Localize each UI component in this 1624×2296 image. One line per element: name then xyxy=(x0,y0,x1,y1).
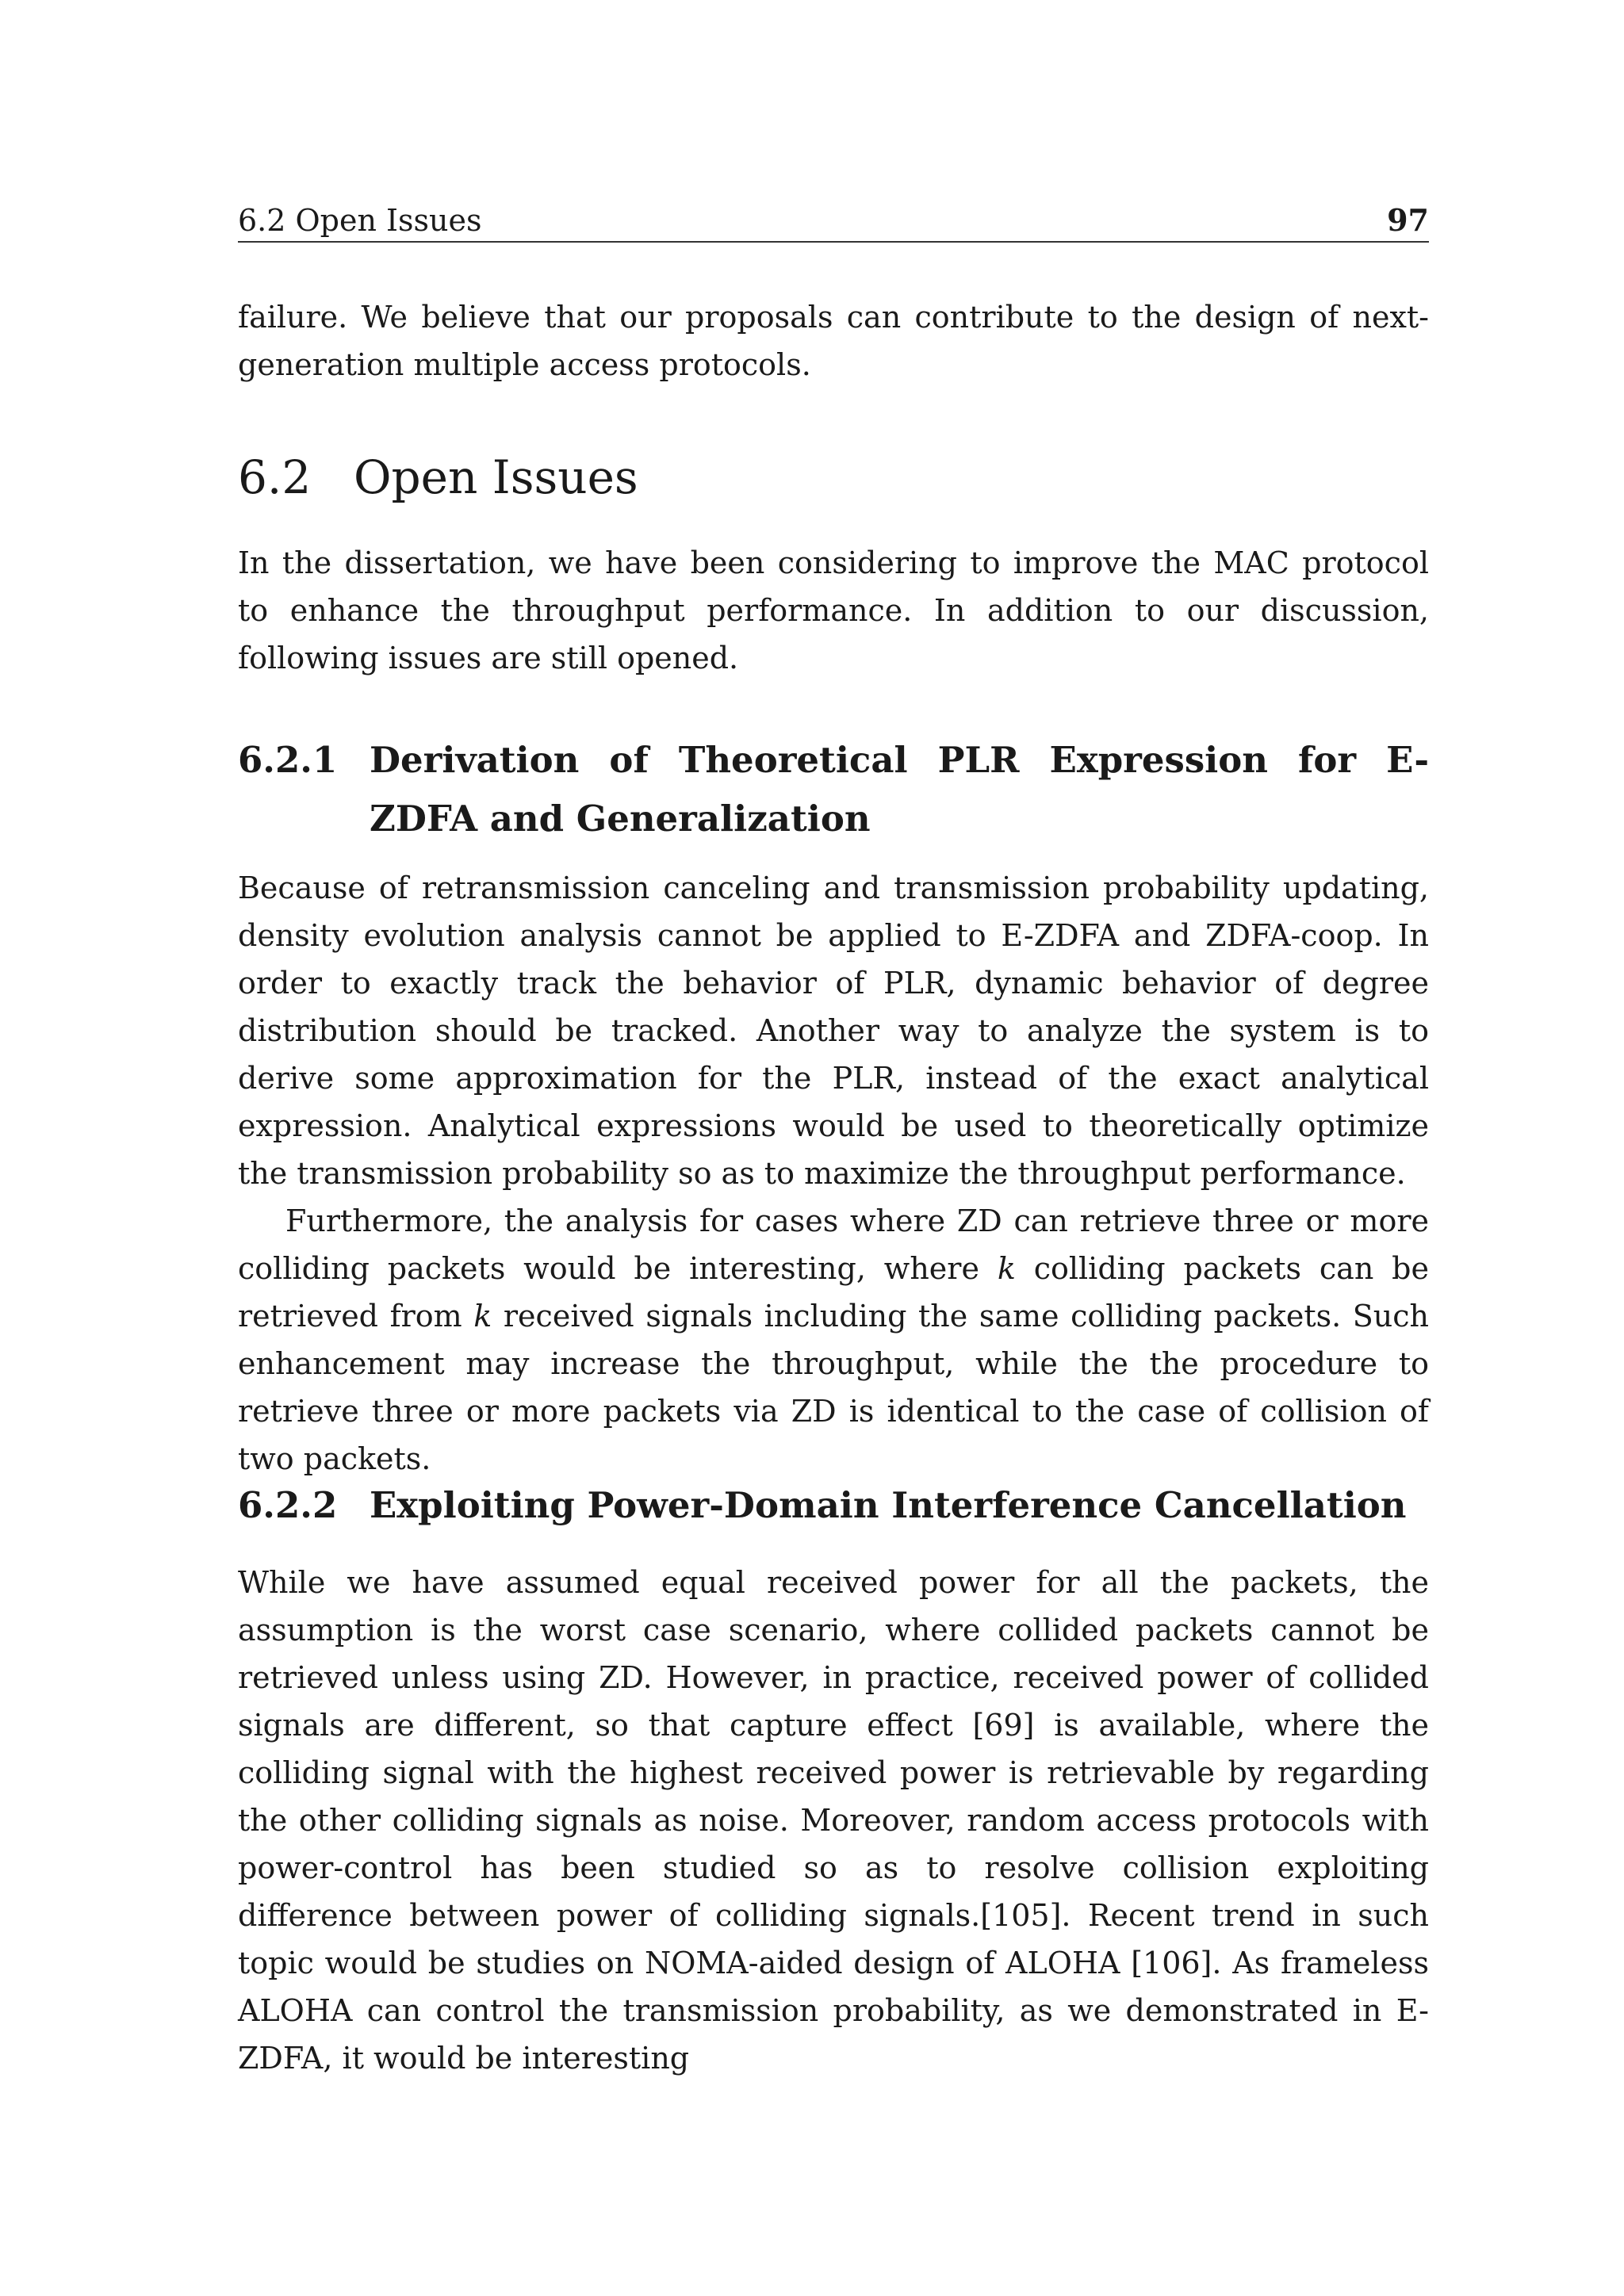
page-number: 97 xyxy=(1387,202,1429,238)
variable-k: k xyxy=(997,1251,1016,1286)
subsection-2-heading xyxy=(238,1476,1429,1535)
subsection-1-number: 6.2.1 xyxy=(238,739,338,781)
section-heading xyxy=(238,450,638,504)
subsection-1-paragraph-1: Because of retransmission canceling and transmission probability updating, density evolution analysis cannot be applied to E-ZDFA and ZDFA-coop. In order to exactly track the behavior of PLR, dynamic behavior of degree distribution should be tracked. Another way to analyze the system is to derive some approximation for the PLR, instead of the exact analytical expression. Analytical expressions would be used to theoretically optimize the transmission probability so as to maximize the throughput performance. xyxy=(238,871,1429,1191)
intro-paragraph-block xyxy=(238,293,1429,388)
subsection-1-paragraph-2 xyxy=(238,1197,1429,1483)
running-title: 6.2 Open Issues xyxy=(238,203,482,238)
running-header xyxy=(238,198,1429,243)
subsection-1-body xyxy=(238,864,1429,1483)
section-title: Open Issues xyxy=(354,450,638,504)
subsection-1-heading xyxy=(238,731,1429,848)
subsection-1-title: Derivation of Theoretical PLR Expression for E-ZDFA and Generalization xyxy=(370,739,1429,840)
paragraph-2-text-c: received signals including the same colliding packets. Such enhancement may increase the throughput, while the the procedure to retrieve three or more packets via ZD is identical to the case of collision of two packets. xyxy=(238,1299,1430,1476)
intro-paragraph: failure. We believe that our proposals can contribute to the design of next-generation multiple access protocols. xyxy=(238,300,1429,382)
subsection-2-body xyxy=(238,1559,1429,2082)
subsection-2-paragraph: While we have assumed equal received power for all the packets, the assumption is the worst case scenario, where collided packets cannot be retrieved unless using ZD. However, in practice, received power of collided signals are different, so that capture effect [69] is available, where the colliding signal with the highest received power is retrievable by regarding the other colliding signals as noise. Moreover, random access protocols with power-control has been studied so as to resolve collision exploiting difference between power of colliding signals.[105]. Recent trend in such topic would be studies on NOMA-aided design of ALOHA [106]. As frameless ALOHA can control the transmission probability, as we demonstrated in E-ZDFA, it would be interesting xyxy=(238,1565,1429,2076)
variable-k: k xyxy=(473,1299,492,1334)
section-paragraph: In the dissertation, we have been considering to improve the MAC protocol to enhance the throughput performance. In addition to our discussion, following issues are still opened. xyxy=(238,545,1429,675)
section-paragraph-block xyxy=(238,539,1429,682)
section-number: 6.2 xyxy=(238,450,312,504)
subsection-2-number: 6.2.2 xyxy=(238,1484,338,1526)
paragraph-2-text-b: colliding packets can be retrieved from xyxy=(238,1251,1429,1334)
subsection-2-title: Exploiting Power-Domain Interference Cancellation xyxy=(370,1484,1407,1526)
paragraph-2-text-a: Furthermore, the analysis for cases where ZD can retrieve three or more colliding packets would be interesting, where xyxy=(238,1203,1429,1286)
